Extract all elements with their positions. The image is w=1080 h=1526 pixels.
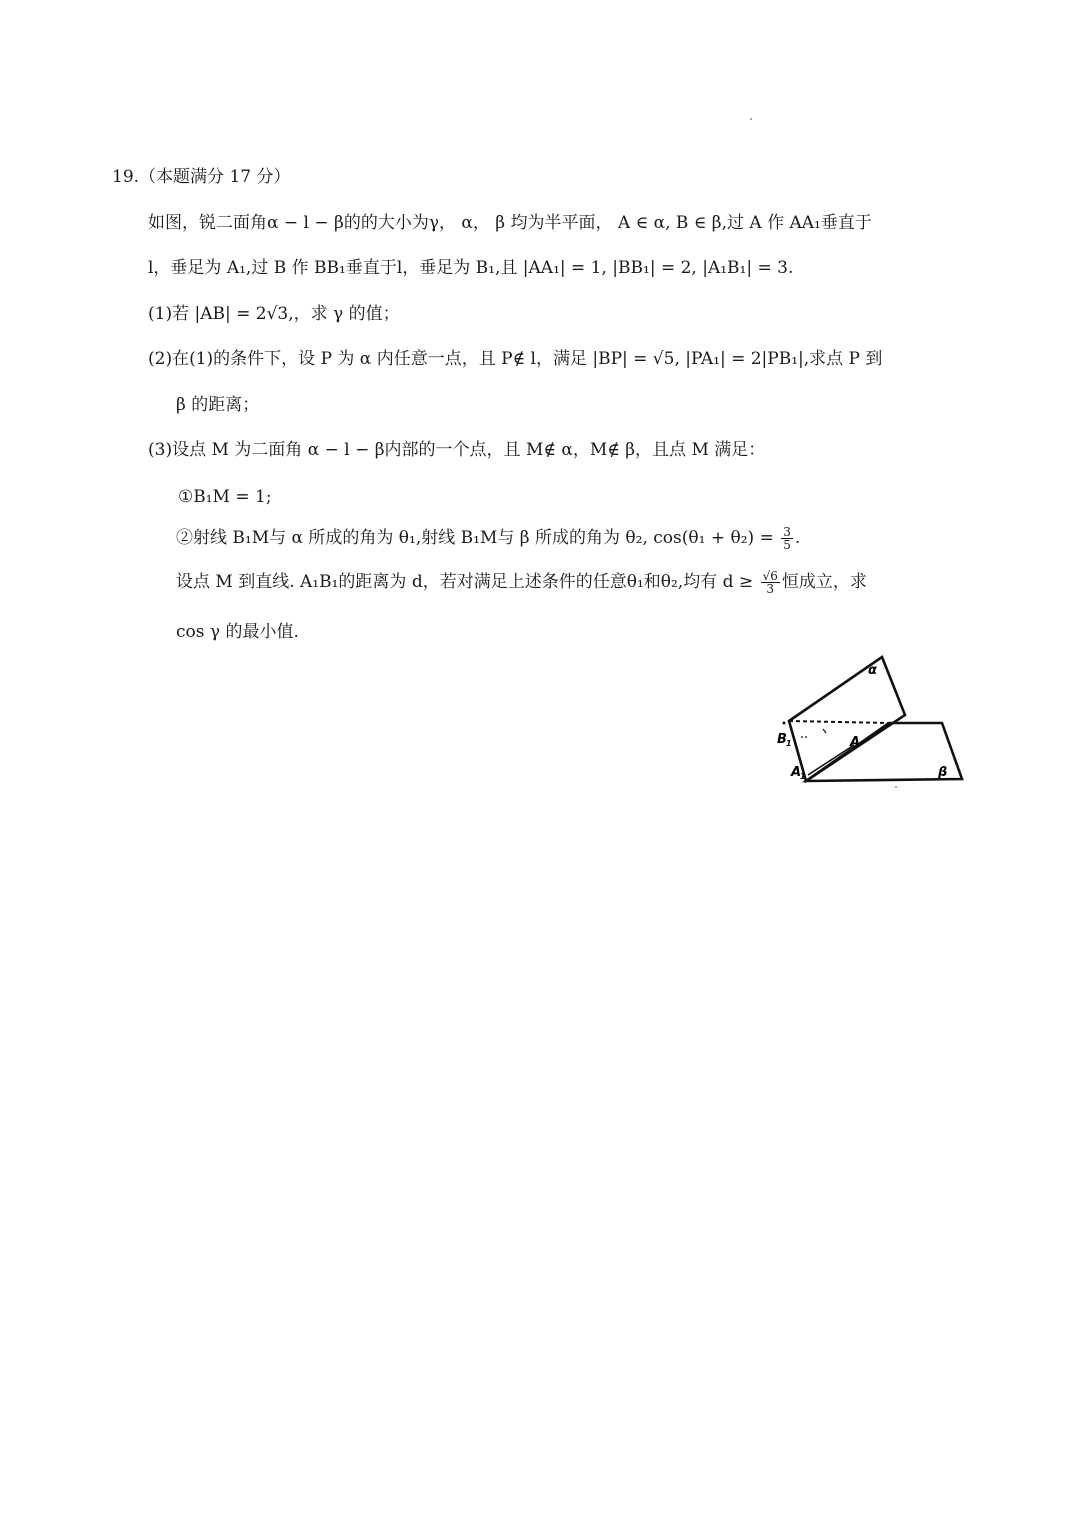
part-3-line-2-text: 设点 M 到直线. A₁B₁的距离为 d，若对满足上述条件的任意θ₁和θ₂,均有 d ≥ — [176, 572, 754, 592]
part-1-text: (1)若 |AB| = 2√3,，求 γ 的值； — [148, 304, 400, 324]
condition-2-fraction — [781, 526, 793, 551]
label-a: A — [850, 735, 861, 750]
label-beta: β — [938, 765, 948, 780]
label-a1: A — [791, 765, 802, 780]
dihedral-angle-figure — [770, 645, 970, 795]
part-3-line-1: (3)设点 M 为二面角 α − l − β内部的一个点，且 M∉ α，M∉ β，且点 M 满足： — [148, 440, 766, 460]
hidden-edge — [789, 721, 889, 723]
part-2-line-2: β 的距离； — [176, 395, 260, 415]
fraction-denominator: 5 — [783, 538, 791, 552]
label-b1-subscript: 1 — [786, 739, 792, 748]
part-2-line-1: (2)在(1)的条件下，设 P 为 α 内任意一点，且 P∉ l，满足 |BP| = √5, |PA₁| = 2|PB₁|,求点 P 到 — [148, 349, 883, 369]
scan-mark — [750, 118, 752, 120]
question-number: 19.（本题满分 17 分） — [112, 167, 291, 187]
label-alpha: α — [868, 663, 877, 678]
point-marker — [783, 722, 786, 725]
condition-1: ①B₁M = 1; — [178, 487, 272, 507]
tick-mark — [823, 729, 826, 733]
part-3-line-2 — [176, 570, 867, 595]
plane-alpha — [789, 657, 905, 781]
label-b1: B — [777, 732, 787, 747]
question-intro-line-1: 如图，锐二面角α − l − β的的大小为γ， α， β 均为半平面， A ∈ α, B ∈ β,过 A 作 AA₁垂直于 — [148, 213, 872, 233]
part-3-line-3: cos γ 的最小值. — [176, 622, 299, 642]
scan-mark — [895, 786, 897, 788]
condition-2-end: . — [794, 528, 801, 548]
fraction-numerator: 3 — [783, 525, 791, 539]
fraction-numerator: √6 — [762, 569, 778, 583]
part-3-line-2-end: 恒成立，求 — [781, 572, 867, 592]
label-a1-subscript: 1 — [800, 772, 806, 781]
condition-2 — [176, 526, 800, 551]
part-3-fraction — [761, 570, 780, 595]
fraction-denominator: 3 — [766, 582, 775, 596]
condition-2-text: ②射线 B₁M与 α 所成的角为 θ₁,射线 B₁M与 β 所成的角为 θ₂, cos(θ₁ + θ₂) = — [176, 528, 774, 548]
question-intro-line-2: l，垂足为 A₁,过 B 作 BB₁垂直于l，垂足为 B₁,且 |AA₁| = 1, |BB₁| = 2, |A₁B₁| = 3. — [148, 258, 794, 278]
segment-a-a1 — [808, 745, 854, 775]
